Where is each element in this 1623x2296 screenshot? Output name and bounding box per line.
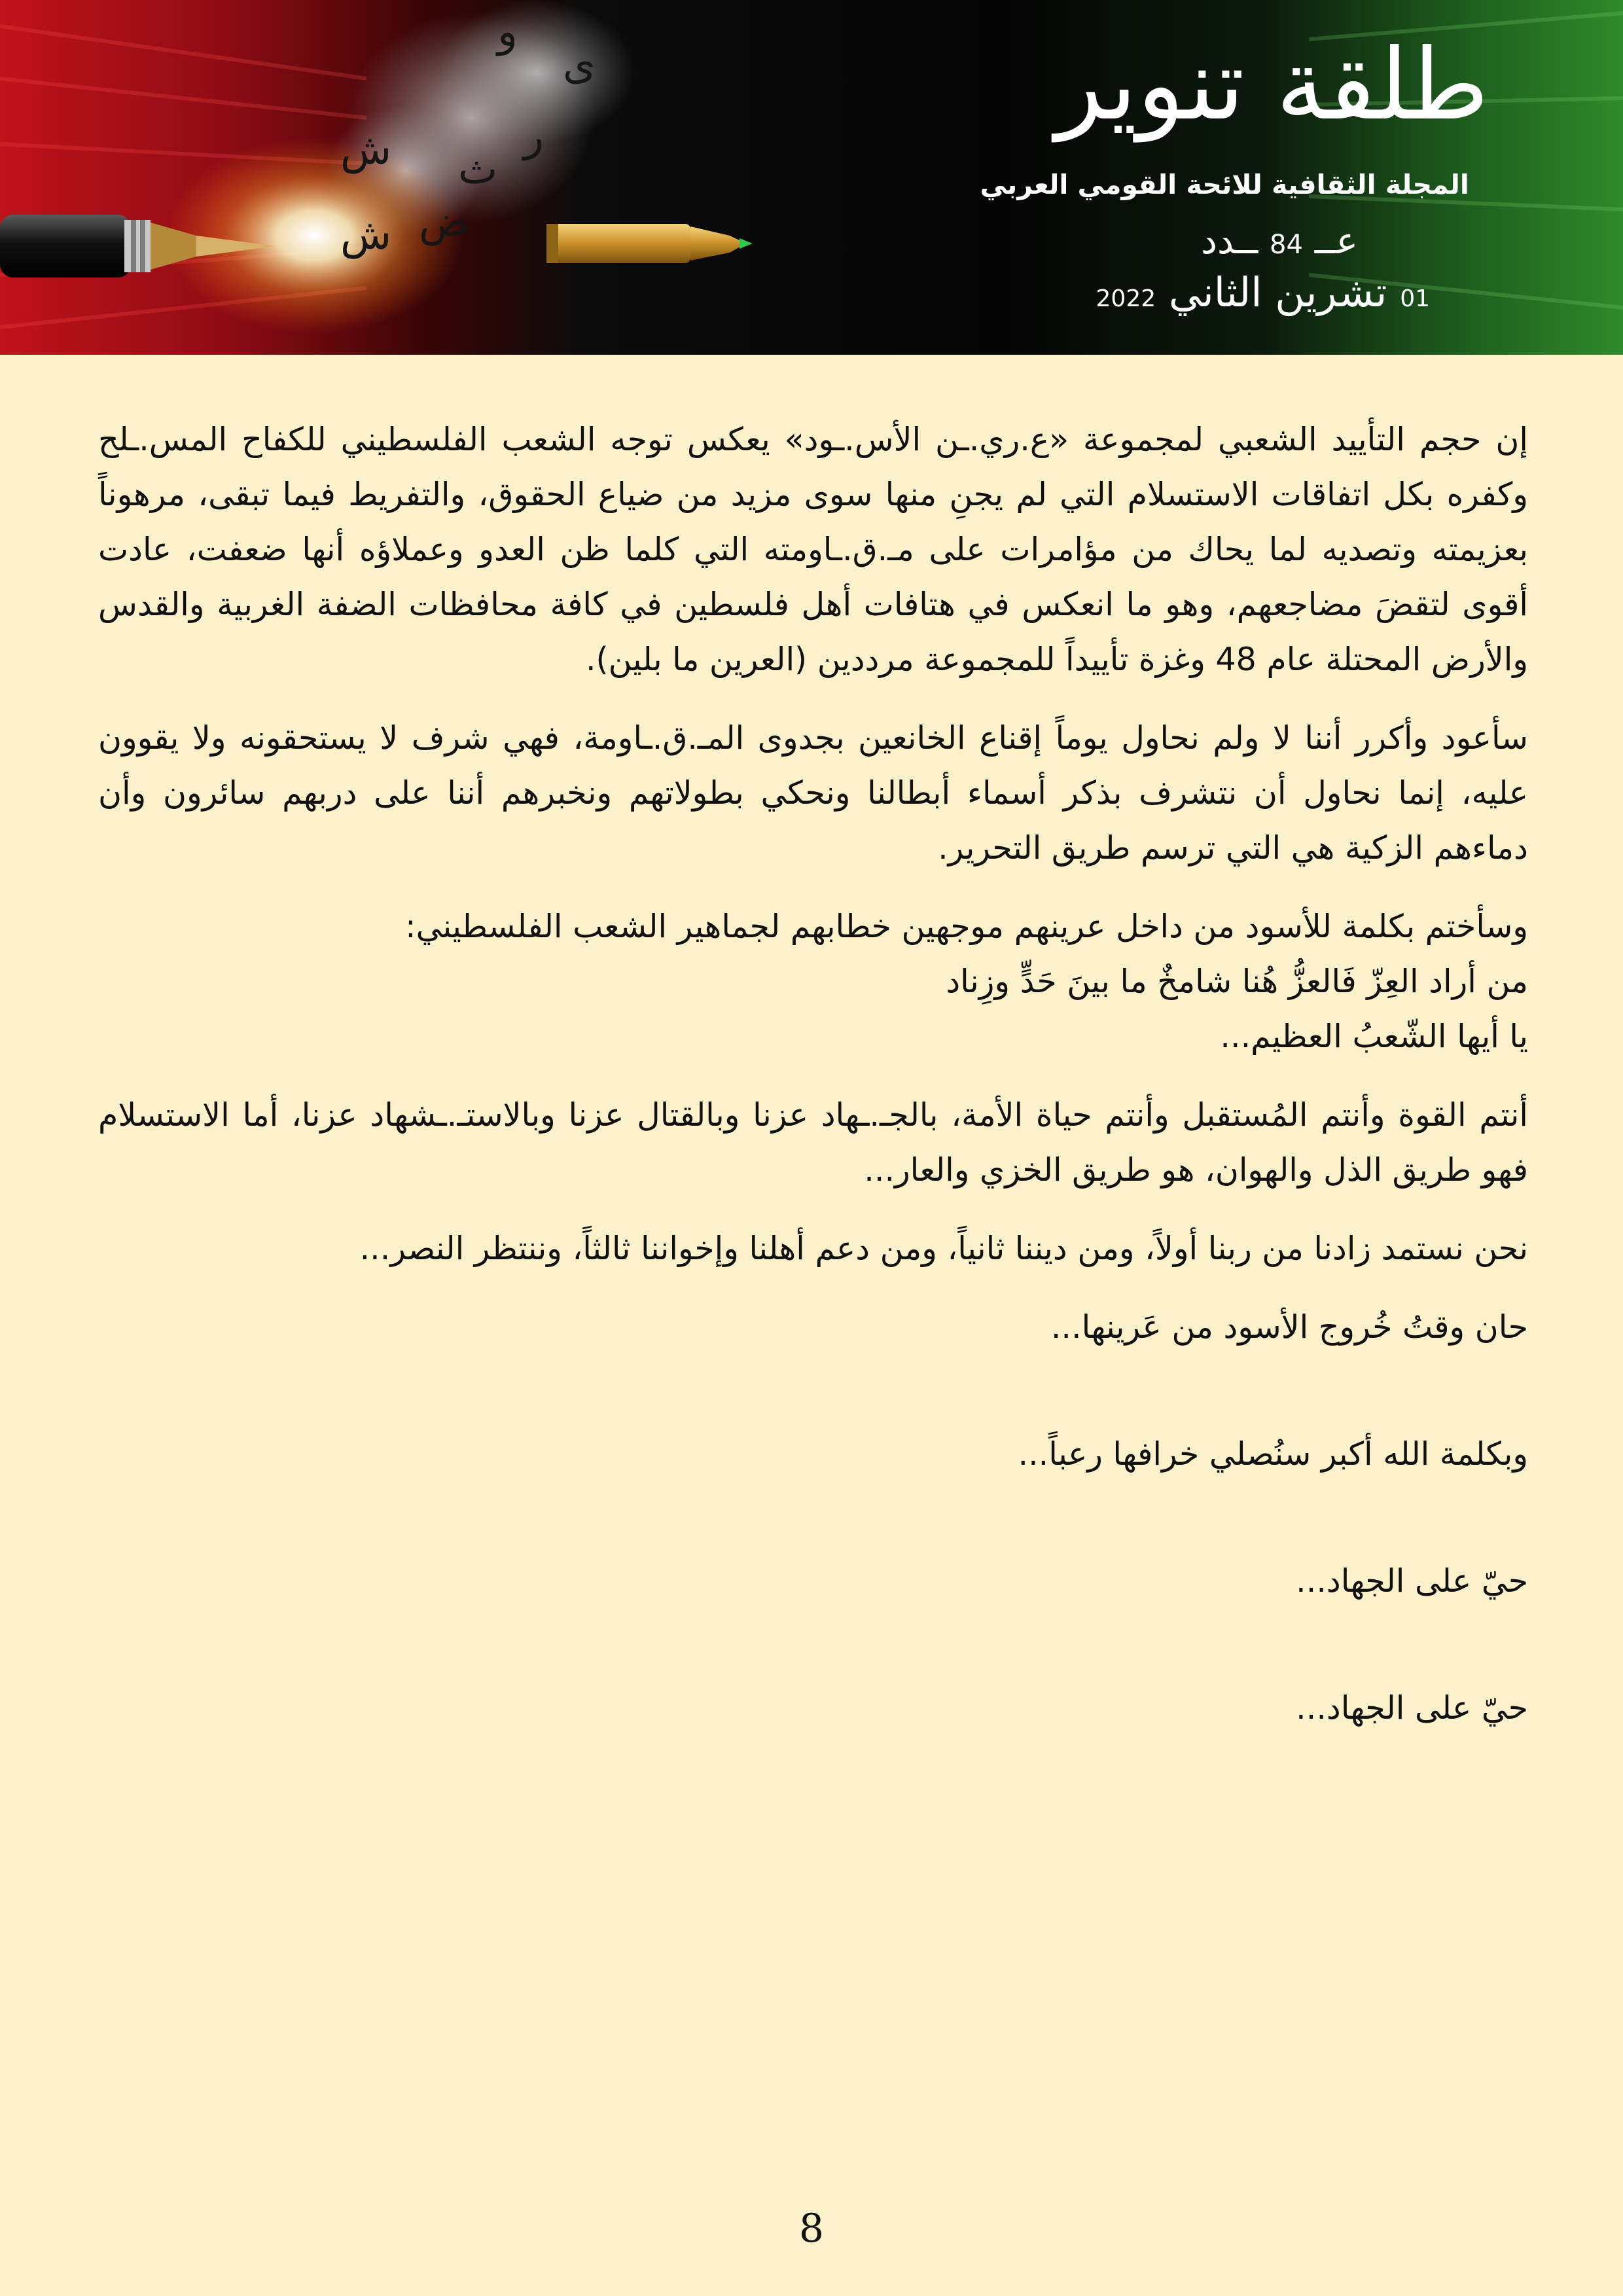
paragraph: حان وقتُ خُروج الأسود من عَرينها... [1050,1308,1528,1346]
header-banner [0,0,1623,355]
paragraph: إن حجم التأييد الشعبي لمجموعة «ع.ري.ـن الأس.ـود» يعكس توجه الشعب الفلسطيني للكفاح المس.ـلح وكفره بكل اتفاقات الاستسلام التي لم يجنِ منها سوى مزيد من ضياع الحقوق، والتفريط فيما تبقى، مرهوناً بعزيمته وتصديه لما يحاك من مؤامرات على مـ.ق.ـاومته التي كلما ظن العدو وعملاؤه أنها ضعفت، عادت أقوى لتقضَ مضاجعهم، وهو ما انعكس في هتافات أهل فلسطين في كافة محافظات الضفة الغربية والقدس والأرض المحتلة عام 48 وغزة تأييداً للمجموعة مرددين (العرين ما بلين). [98,421,1528,678]
paragraph-line: من أراد العِزّ فَالعزُّ هُنا شامخٌ ما بينَ حَدٍّ وزِناد [946,963,1528,1000]
paragraph: حيّ على الجهاد... [1296,1562,1528,1600]
article-body [98,412,1528,1759]
issue-number [1201,220,1358,262]
art-letter: ى [563,41,596,89]
magazine-subtitle: المجلة الثقافية للائحة القومي العربي [980,169,1469,200]
art-letter: ث [458,145,498,194]
date-day: 01 [1400,285,1430,312]
issue-word-end: ــدد [1201,220,1258,262]
paragraph: أنتم القوة وأنتم المُستقبل وأنتم حياة الأمة، بالجـ.ـهاد عزنا وبالقتال عزنا وبالاستـ.ـشهاد عزنا، أما الاستسلام فهو طريق الذل والهوان، هو طريق الخزي والعار... [98,1096,1528,1189]
art-letter: ض [419,198,470,246]
paragraph [98,899,1528,1064]
issue-number-value: 84 [1270,230,1303,260]
page-number: 8 [798,2206,825,2251]
paragraph: وبكلمة الله أكبر سنُصلي خرافها رعباً... [1018,1435,1528,1473]
art-letter: ش [340,126,392,174]
paragraph: سأعود وأكرر أننا لا ولم نحاول يوماً إقناع الخانعين بجدوى المـ.ق.ـاومة، فهي شرف لا يستحقونه ولا يقوون عليه، إنما نحاول أن نتشرف بذكر أسماء أبطالنا ونحكي بطولاتهم ونخبرهم أننا على دربهم سائرون وأن دماءهم الزكية هي التي ترسم طريق التحرير. [98,719,1528,867]
paragraph-line: يا أيها الشّعبُ العظيم... [1220,1018,1528,1055]
issue-word-start: عــ [1314,220,1358,262]
date-year: 2022 [1096,285,1156,312]
art-letter: ش [340,211,392,259]
art-letter: و [497,8,518,56]
issue-date [1096,268,1430,316]
magazine-title: طلقة تنوير [1055,28,1489,142]
date-month: تشرين الثاني [1168,268,1387,316]
paragraph: نحن نستمد زادنا من ربنا أولاً، ومن ديننا ثانياً، ومن دعم أهلنا وإخواننا ثالثاً، وننتظر النصر... [359,1230,1528,1267]
paragraph: حيّ على الجهاد... [1296,1689,1528,1727]
art-letter: ر [524,113,544,161]
paragraph-line: وسأختم بكلمة للأسود من داخل عرينهم موجهين خطابهم لجماهير الشعب الفلسطيني: [405,908,1528,945]
